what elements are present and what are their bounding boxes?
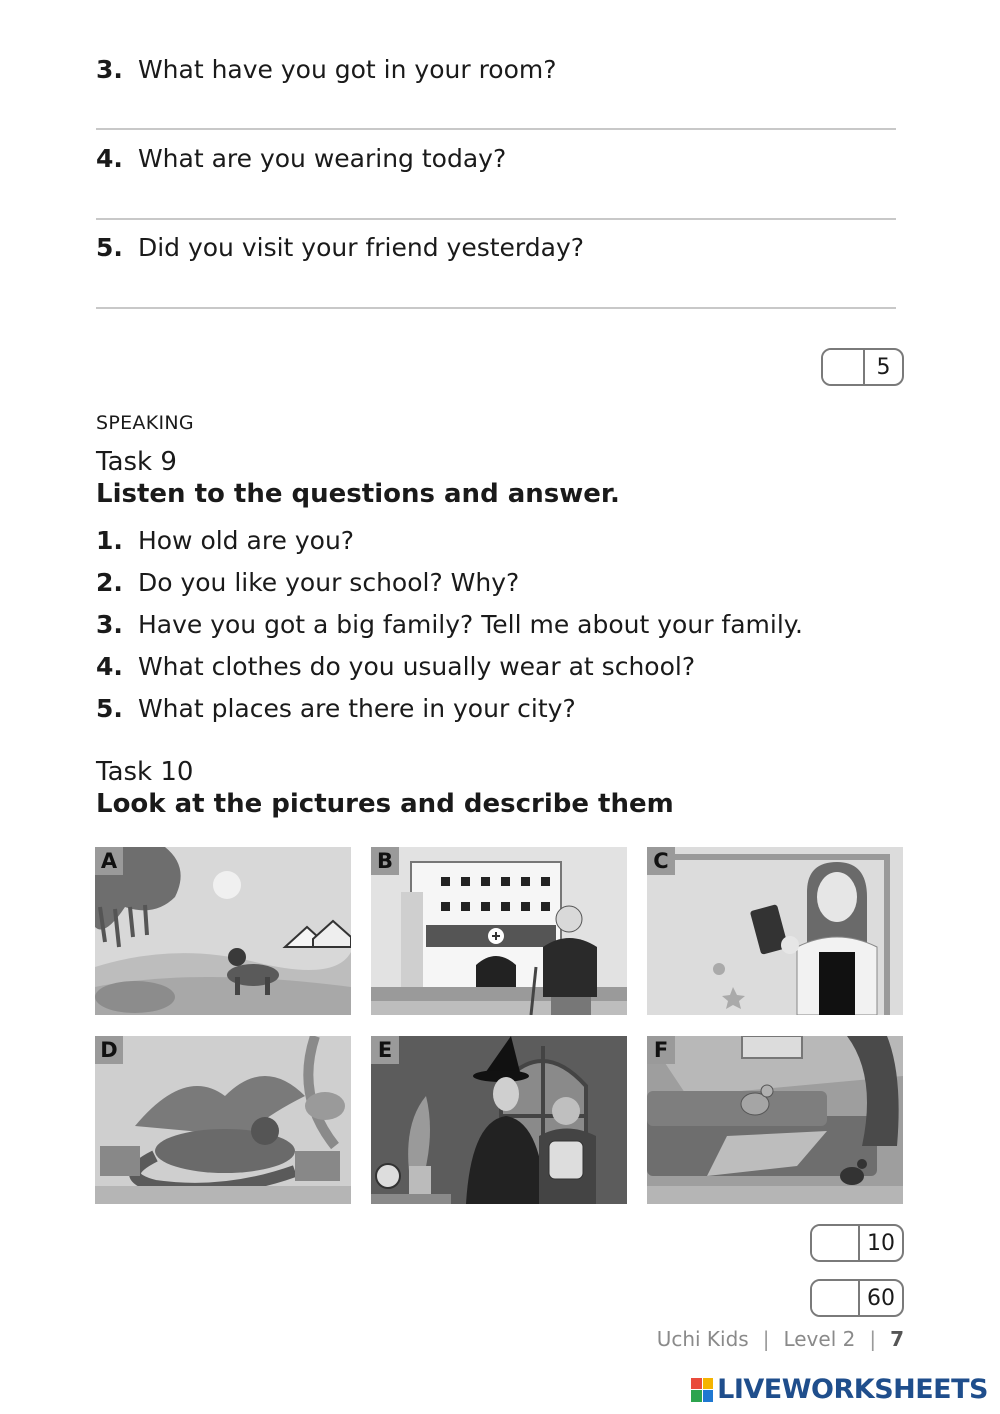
section-label: SPEAKING: [96, 412, 194, 434]
page-number: 7: [890, 1327, 904, 1351]
task10-instruction: Look at the pictures and describe them: [96, 789, 674, 819]
question-number: 3.: [96, 55, 123, 84]
task9-question-3: [96, 610, 896, 639]
picture-letter: D: [95, 1036, 123, 1064]
score-max: 60: [867, 1285, 895, 1311]
score-box-task10: [810, 1224, 904, 1262]
landscape-dog-picture: [95, 847, 351, 1015]
task9-instruction: Listen to the questions and answer.: [96, 479, 620, 509]
footer-level: Level 2: [783, 1327, 856, 1351]
question-text: What clothes do you usually wear at school?: [137, 652, 696, 681]
picture-letter: B: [371, 847, 399, 875]
question-text: Have you got a big family? Tell me about your family.: [137, 610, 803, 639]
picture-c: [647, 847, 903, 1015]
picture-b: [371, 847, 627, 1015]
answer-line-4[interactable]: [96, 218, 896, 220]
question-text: Do you like your school? Why?: [137, 568, 520, 597]
liveworksheets-logo-icon: [691, 1378, 713, 1402]
question-number: 1.: [96, 526, 123, 555]
question-number: 3.: [96, 610, 123, 639]
liveworksheets-logo[interactable]: [691, 1374, 988, 1405]
question-text: How old are you?: [137, 526, 355, 555]
page-footer: [657, 1327, 904, 1351]
question-number: 4.: [96, 652, 123, 681]
task10-title: Task 10: [96, 757, 194, 787]
picture-e: [371, 1036, 627, 1204]
picture-letter: A: [95, 847, 123, 875]
answer-line-3[interactable]: [96, 128, 896, 130]
score-box-total: [810, 1279, 904, 1317]
woman-phone-picture: [647, 847, 903, 1015]
question-number: 5.: [96, 694, 123, 723]
score-box-writing: [821, 348, 904, 386]
task9-question-2: [96, 568, 896, 597]
hospital-old-man-picture: [371, 847, 627, 1015]
score-max: 10: [867, 1230, 895, 1256]
footer-separator: |: [762, 1327, 770, 1351]
score-input[interactable]: [812, 1281, 860, 1315]
task9-question-4: [96, 652, 896, 681]
question-text: Did you visit your friend yesterday?: [137, 233, 585, 262]
score-input[interactable]: [812, 1226, 860, 1260]
question-row-3: [96, 55, 896, 84]
picture-d: [95, 1036, 351, 1204]
score-max: 5: [876, 354, 891, 380]
answer-line-5[interactable]: [96, 307, 896, 309]
task9-question-5: [96, 694, 896, 723]
question-number: 5.: [96, 233, 123, 262]
dragon-picture: [95, 1036, 351, 1204]
question-row-5: [96, 233, 896, 262]
question-number: 4.: [96, 144, 123, 173]
task9-question-1: [96, 526, 896, 555]
picture-a: [95, 847, 351, 1015]
picture-f: [647, 1036, 903, 1204]
footer-separator: |: [869, 1327, 877, 1351]
question-text: What places are there in your city?: [137, 694, 576, 723]
question-text: What are you wearing today?: [137, 144, 507, 173]
task9-title: Task 9: [96, 447, 177, 477]
liveworksheets-wordmark: LIVEWORKSHEETS: [717, 1374, 988, 1405]
picture-letter: E: [371, 1036, 399, 1064]
witch-costume-picture: [371, 1036, 627, 1204]
picture-letter: F: [647, 1036, 675, 1064]
score-input[interactable]: [823, 350, 865, 384]
footer-brand: Uchi Kids: [656, 1327, 749, 1351]
question-text: What have you got in your room?: [137, 55, 557, 84]
picture-letter: C: [647, 847, 675, 875]
living-room-chickens-picture: [647, 1036, 903, 1204]
question-number: 2.: [96, 568, 123, 597]
question-row-4: [96, 144, 896, 173]
